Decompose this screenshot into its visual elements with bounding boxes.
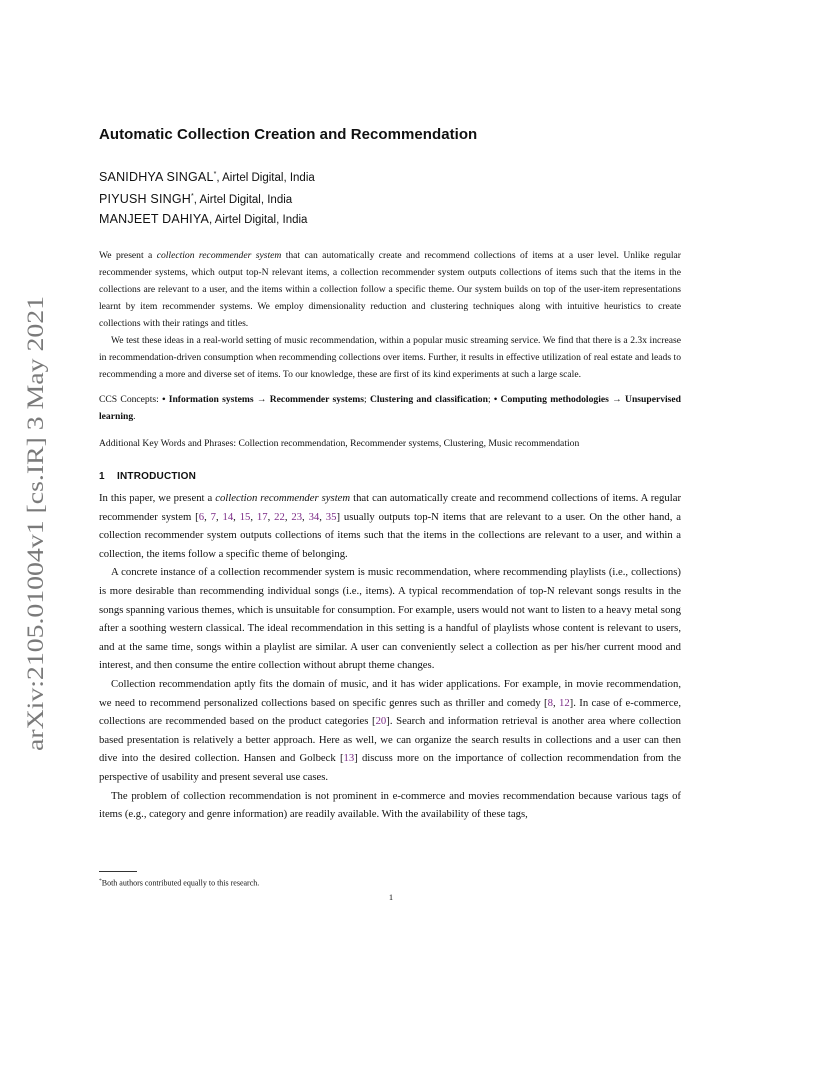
ccs-concept: • Computing methodologies → Unsupervised learning <box>99 394 681 422</box>
author-affiliation: , Airtel Digital, India <box>216 172 315 184</box>
citation-link[interactable]: 15 <box>239 510 251 523</box>
citation-link[interactable]: 12 <box>558 696 570 709</box>
body-emphasis: collection recommender system <box>215 492 351 504</box>
paper-title: Automatic Collection Creation and Recommendation <box>99 126 478 143</box>
citation-separator: , <box>302 510 309 523</box>
citation-link[interactable]: 20 <box>375 715 387 728</box>
footnote-text: Both authors contributed equally to this research. <box>101 878 260 888</box>
footnote-mark: * <box>99 878 102 884</box>
footnote <box>99 876 259 889</box>
citation-separator: , <box>319 510 326 523</box>
body-text-run: ]. In case of e-commerce, collections are recommended based on the product categories [ <box>99 696 682 728</box>
arxiv-stamp-text: arXiv:2105.01004v1 [cs.IR] 3 May 2021 <box>23 374 48 751</box>
author-mark: * <box>213 171 217 178</box>
page-content <box>99 124 681 824</box>
body-text <box>99 489 681 824</box>
page-number: 1 <box>388 892 394 902</box>
body-paragraph: The problem of collection recommendation is not prominent in e-commerce and movies recommendation because various tags of items (e.g., category and genre information) are readily available. With the availability of these tags, <box>99 789 681 821</box>
section-heading <box>99 468 681 486</box>
author-name: PIYUSH SINGH <box>99 192 191 206</box>
citation-separator: , <box>233 510 240 523</box>
citation-list <box>199 511 337 523</box>
body-text-run: ]. Search and information retrieval is another area where collection based presentation is relatively a better approach. Here as well, we can organize the search results in collections and a user can then dive into the desired collection. Hansen and Golbeck [ <box>99 715 682 765</box>
abstract-text: that can automatically create and recommend collections of items at a user level. Unlike regular recommender systems, which output top-N relevant items, a collection recommender system outputs collections of items such that the items in the collections are relevant to a user, and the items within a collection follow a specific theme. Our system builds on top of the user-item representations learnt by item recommender systems. We employ dimensionality reduction and clustering techniques along with intuitive heuristics to create collections with their ratings and titles. <box>99 250 682 329</box>
body-text-run: ] usually outputs top-N items that are relevant to a user. On the other hand, a collection recommender system outputs collections of items such that the items in the collections are relevant to a user, and within a collection, the items follow a specific theme of belonging. <box>99 510 682 560</box>
author-entry <box>99 164 681 186</box>
body-paragraph <box>99 675 681 787</box>
author-affiliation: , Airtel Digital, India <box>193 194 293 206</box>
citation-separator: , <box>284 510 292 523</box>
author-list <box>99 164 681 230</box>
arxiv-stamp <box>21 296 51 751</box>
citation-link[interactable]: 22 <box>274 510 285 523</box>
abstract-paragraph: We test these ideas in a real-world setting of music recommendation, within a popular music streaming service. We find that there is a 2.3x increase in recommendation-driven consumption when recommending collections over items. Further, it results in effective utilization of real estate and leads to recommending a more and diverse set of items. To our knowledge, these are first of its kind experiments at such a large scale. <box>99 335 681 380</box>
author-name: SANIDHYA SINGAL <box>99 170 214 184</box>
abstract-text: We present a <box>99 250 157 261</box>
citation-link[interactable]: 13 <box>343 752 355 765</box>
citation-link[interactable]: 35 <box>325 510 337 523</box>
citation-separator: , <box>267 510 275 523</box>
citation-link[interactable]: 23 <box>291 510 303 523</box>
ccs-concept: • Information systems → Recommender systems <box>162 394 364 405</box>
abstract-emphasis: collection recommender system <box>156 250 282 261</box>
footnote-rule <box>99 871 137 872</box>
keywords: Additional Key Words and Phrases: Collection recommendation, Recommender systems, Clustering, Music recommendation <box>99 438 580 449</box>
citation-separator: , <box>204 510 211 523</box>
body-paragraph: A concrete instance of a collection recommender system is music recommendation, where recommending playlists (i.e., collections) is more desirable than recommending individual songs (i.e., items). A typical recommendation of top-N relevant songs results in the songs spanning various themes, which is unsuitable for consumption. For example, users would not want to listen to a heavy metal song after a soothing western classical. The ideal recommendation in this setting is a handful of playlists whose content is relevant to users, and at the same time, songs within a playlist are similar. A user can conveniently select a collection as per his/her current mood and interest, and then consume the entire collection without abrupt theme changes. <box>99 566 681 672</box>
ccs-concepts <box>99 391 681 425</box>
ccs-separator: . <box>133 411 136 422</box>
ccs-separator: ; <box>487 394 494 405</box>
citation-link[interactable]: 14 <box>222 510 234 523</box>
citation-link[interactable]: 34 <box>308 510 320 523</box>
citation-separator: , <box>215 510 223 523</box>
section-title: INTRODUCTION <box>117 471 197 482</box>
ccs-separator: ; <box>363 394 370 405</box>
abstract-paragraph <box>99 247 681 332</box>
citation-link[interactable]: 7 <box>210 510 216 523</box>
body-text-run: ] discuss more on the importance of collection recommendation from the perspective of usability and present several use cases. <box>99 752 681 783</box>
author-name: MANJEET DAHIYA <box>99 212 209 226</box>
body-text-run: that can automatically create and recommend collections of items. A regular recommender system [ <box>99 492 682 523</box>
author-entry <box>99 186 681 208</box>
section-number: 1 <box>99 471 105 482</box>
citation-separator: , <box>552 696 559 709</box>
body-paragraph <box>99 489 681 563</box>
abstract <box>99 247 681 383</box>
author-affiliation: , Airtel Digital, India <box>209 214 308 226</box>
citation-separator: , <box>250 510 257 523</box>
ccs-concept: Clustering and classification <box>369 394 488 405</box>
author-entry <box>99 208 681 230</box>
citation-link[interactable]: 8 <box>547 696 553 709</box>
citation-link[interactable]: 17 <box>256 510 268 523</box>
citation-link[interactable]: 6 <box>198 510 205 523</box>
body-text-run: Collection recommendation aptly fits the domain of music, and it has wider applications. For example, in movie recommendation, we need to recommend personalized collections based on specific genres such as thriller and comedy [ <box>99 677 681 709</box>
author-mark: * <box>191 193 194 200</box>
body-text-run: In this paper, we present a <box>99 492 216 504</box>
ccs-label: CCS Concepts: <box>99 394 163 405</box>
